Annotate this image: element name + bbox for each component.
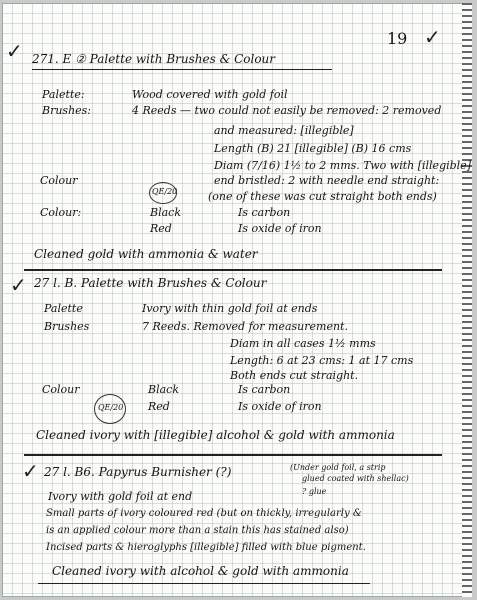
note-line: Both ends cut straight. [230, 369, 359, 382]
colour-side-label: Colour [40, 174, 78, 187]
brushes-label: Brushes: [42, 104, 92, 117]
red-label: Red [150, 222, 172, 235]
black-text: Is carbon [238, 206, 291, 219]
note-line: (one of these was cut straight both ends) [208, 190, 437, 203]
colour-label: Colour [42, 383, 80, 396]
note-line: is an applied colour more than a stain this has stained also) [46, 525, 349, 536]
palette-label: Palette [44, 302, 83, 315]
section-heading: 27 l. B6. Papyrus Burnisher (?) [44, 465, 232, 479]
black-label: Black [150, 206, 181, 219]
palette-label: Palette: [42, 88, 85, 101]
heading-underline [32, 69, 332, 70]
check-mark: ✓ [6, 39, 23, 63]
page-number: 19 [387, 29, 408, 48]
footer-underline [38, 583, 370, 584]
circle-note: QE/20 [98, 403, 124, 412]
check-mark: ✓ [22, 459, 39, 483]
red-text: Is oxide of iron [238, 222, 322, 235]
section-footer: Cleaned ivory with [illegible] alcohol & gold with ammonia [36, 428, 395, 442]
black-text: Is carbon [238, 383, 291, 396]
notebook-page [2, 3, 472, 597]
note-line: end bristled: 2 with needle end straight: [214, 174, 440, 187]
brushes-text: 4 Reeds — two could not easily be removed: 2 removed [132, 104, 442, 117]
palette-text: Wood covered with gold foil [132, 88, 288, 101]
note-line: Diam (7/16) 1½ to 2 mms. Two with [illegible] [214, 159, 471, 172]
section-divider [24, 269, 442, 271]
red-label: Red [148, 400, 170, 413]
note-line: and measured: [illegible] [214, 124, 354, 137]
note-line: Length (B) 21 [illegible] (B) 16 cms [214, 142, 412, 155]
brushes-text: 7 Reeds. Removed for measurement. [142, 320, 348, 333]
note-line: Ivory with gold foil at end [48, 490, 193, 503]
brushes-label: Brushes [44, 320, 90, 333]
palette-text: Ivory with thin gold foil at ends [142, 302, 318, 315]
colour-label: Colour: [40, 206, 82, 219]
aside-note: ? glue [302, 487, 327, 496]
red-text: Is oxide of iron [238, 400, 322, 413]
black-label: Black [148, 383, 179, 396]
section-footer: Cleaned gold with ammonia & water [34, 247, 258, 261]
check-mark: ✓ [424, 25, 441, 49]
section-footer: Cleaned ivory with alcohol & gold with ammonia [52, 564, 349, 578]
note-line: Diam in all cases 1½ mms [230, 337, 376, 350]
spiral-binding [462, 3, 472, 597]
check-mark: ✓ [10, 273, 27, 297]
circle-note: QE/20 [152, 187, 178, 196]
aside-note: (Under gold foil, a strip [290, 463, 386, 472]
note-line: Length: 6 at 23 cms: 1 at 17 cms [230, 354, 414, 367]
section-heading: 27 l. B. Palette with Brushes & Colour [34, 276, 267, 290]
section-divider [24, 454, 442, 456]
note-line: Small parts of ivory coloured red (but on thickly, irregularly & [46, 508, 362, 519]
aside-note: glued coated with shellac) [302, 474, 409, 483]
note-line: Incised parts & hieroglyphs [illegible] filled with blue pigment. [46, 542, 366, 553]
section-heading: 271. E ② Palette with Brushes & Colour [32, 52, 276, 66]
